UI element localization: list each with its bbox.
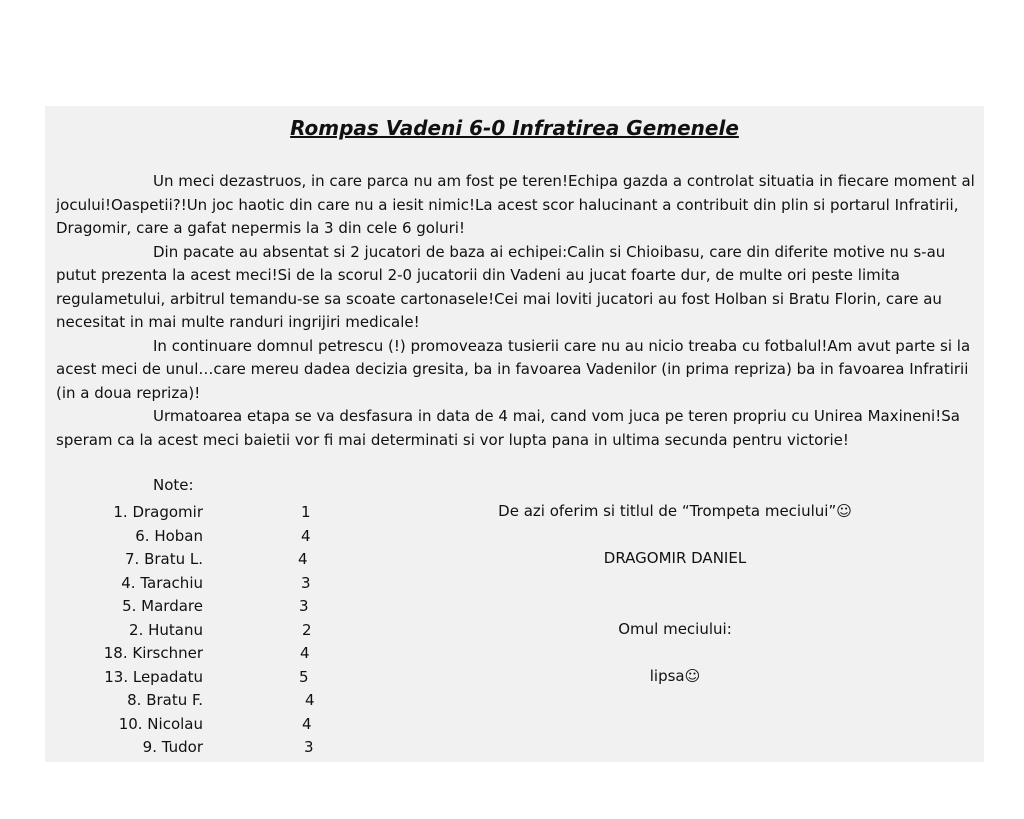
- rating-row: [45, 501, 345, 525]
- rating-row: [45, 713, 345, 737]
- paragraph-3: In continuare domnul petrescu (!) promoveaza tusierii care nu au nicio treaba cu fotbalul!Am avut parte si la acest meci de unul…care mereu dadea decizia gresita, ba in favoarea Vadenilor (in prima repriza) ba in favoarea Infratirii (in a doua repriza)!: [56, 336, 971, 402]
- player-grade: 3: [301, 573, 311, 592]
- trumpet-winner-name: DRAGOMIR DANIEL: [603, 549, 747, 567]
- player-name: 8. Bratu F.: [127, 691, 203, 709]
- rating-row: [45, 548, 345, 572]
- player-name: 13. Lepadatu: [104, 667, 203, 686]
- player-grade: 4: [305, 691, 315, 709]
- rating-row: [45, 736, 345, 760]
- player-grade: 4: [301, 526, 311, 545]
- rating-row: [45, 619, 345, 643]
- player-grade: 3: [304, 738, 314, 756]
- player-ratings-list: [45, 501, 345, 760]
- rating-row: [45, 642, 345, 666]
- rating-row: [45, 525, 345, 549]
- player-grade: 2: [302, 620, 312, 639]
- rating-row: [45, 572, 345, 596]
- player-name: 4. Tarachiu: [121, 573, 203, 592]
- player-name: 6. Hoban: [135, 526, 203, 545]
- player-name: 7. Bratu L.: [124, 550, 203, 568]
- player-name: 18. Kirschner: [103, 644, 203, 662]
- man-of-match-label: Omul meciului:: [618, 620, 732, 638]
- player-name: 9. Tudor: [142, 738, 203, 756]
- paragraph-4: Urmatoarea etapa se va desfasura in data de 4 mai, cand vom juca pe teren propriu cu Unirea Maxineni!Sa speram ca la acest meci baietii vor fi mai determinati si vor lupta pana in ultima secunda pentru victorie!: [56, 407, 960, 449]
- rating-row: [45, 595, 345, 619]
- player-grade: 4: [300, 644, 310, 662]
- article-body: [56, 170, 981, 452]
- player-grade: 3: [299, 597, 309, 615]
- player-name: 2. Hutanu: [129, 620, 203, 639]
- player-name: 5. Mardare: [122, 597, 203, 615]
- player-grade: 1: [301, 503, 311, 521]
- article-title: Rompas Vadeni 6-0 Infratirea Gemenele: [290, 116, 739, 140]
- player-name: 10. Nicolau: [118, 714, 203, 733]
- rating-row: [45, 689, 345, 713]
- player-grade: 4: [302, 714, 312, 733]
- paragraph-2: Din pacate au absentat si 2 jucatori de baza ai echipei:Calin si Chioibasu, care din diferite motive nu s-au putut prezenta la acest meci!Si de la scorul 2-0 jucatorii din Vadeni au jucat foarte dur, de multe ori peste limita regulametului, arbitrul temandu-se sa scoate cartonasele!Cei mai loviti jucatori au fost Holban si Bratu Florin, care au necesitat in mai multe randuri ingrijiri medicale!: [56, 242, 946, 331]
- document-page: [45, 106, 984, 762]
- notes-label: Note:: [153, 476, 194, 494]
- player-grade: 5: [299, 667, 309, 686]
- rating-row: [45, 666, 345, 690]
- trumpet-title-line: De azi oferim si titlul de “Trompeta meciului”☺: [498, 502, 852, 520]
- player-grade: 4: [298, 550, 308, 568]
- player-name: 1. Dragomir: [113, 503, 203, 521]
- paragraph-1: Un meci dezastruos, in care parca nu am fost pe teren!Echipa gazda a controlat situatia in fiecare moment al jocului!Oaspetii?!Un joc haotic din care nu a iesit nimic!La acest scor halucinant a contribuit din plin si portarul Infratirii, Dragomir, care a gafat nepermis la 3 din cele 6 goluri!: [56, 172, 975, 237]
- man-of-match-value: lipsa☺: [649, 667, 701, 685]
